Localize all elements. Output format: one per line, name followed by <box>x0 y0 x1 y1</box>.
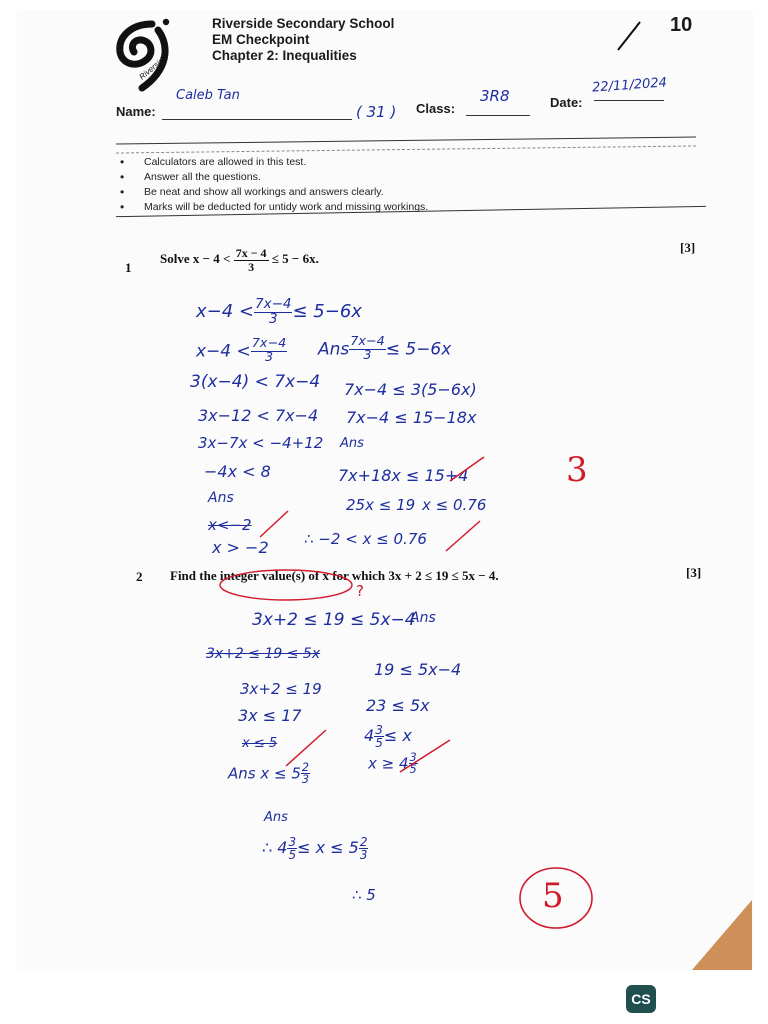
q1-working-line: x−4 < $\frac{7x-4}{3}$ ≤ 5−6x <box>196 296 362 327</box>
header-block <box>212 16 394 64</box>
name-label: Name: <box>116 104 156 119</box>
q1-text: Solve x − 4 < $\frac{7x - 4}{3}$ ≤ 5 − 6x. <box>160 246 319 274</box>
q1-working-line: 25x ≤ 19 <box>346 496 416 514</box>
instruction-item: • Be neat and show all workings and answers clearly. <box>118 185 678 200</box>
q1-final-answer: ∴ −2 < x ≤ 0.76 <box>304 530 427 548</box>
q2-working-line: 3x+2 ≤ 19 ≤ 5x <box>206 646 321 662</box>
register-number: ( 31 ) <box>356 103 397 121</box>
class-value: 3R8 <box>480 87 510 105</box>
school-name: Riverside Secondary School <box>212 16 395 31</box>
q1-tick-marks <box>180 455 510 565</box>
name-value: Caleb Tan <box>176 88 240 103</box>
date-value: 22/11/2024 <box>591 75 668 96</box>
q1-working-line: 7x−4 ≤ 15−18x <box>346 408 477 427</box>
q2-working-line: x ≥ 4 $\frac{3}{5}$ <box>368 751 417 777</box>
q2-integer-circle <box>216 565 366 605</box>
paper-corner-fold <box>692 900 752 970</box>
q1-working-line: x > −2 <box>212 538 269 557</box>
q2-marks: [3] <box>686 565 702 580</box>
instruction-item: • Calculators are allowed in this test. <box>118 155 678 170</box>
q2-working-line: 23 ≤ 5x <box>366 696 430 715</box>
q1-marks: [3] <box>680 240 696 255</box>
q2-working-line: 19 ≤ 5x−4 <box>374 660 462 679</box>
q2-answer: ∴ 5 <box>352 886 376 904</box>
name-line <box>162 119 352 120</box>
school-logo <box>112 10 184 92</box>
q1-working-line: 7x+18x ≤ 15+4 <box>338 466 469 485</box>
q2-final-line: ∴ 4 $\frac{3}{5}$ ≤ x ≤ 5 $\frac{2}{3}$ <box>262 835 368 862</box>
camscanner-logo: CS <box>626 985 656 1013</box>
date-label: Date: <box>550 95 583 110</box>
q2-working-line: 4 $\frac{3}{5}$ ≤ x <box>364 723 412 750</box>
q1-working-line: x ≤ 0.76 <box>422 496 487 514</box>
q1-working-line: 3x−7x < −4+12 <box>198 434 324 452</box>
instructions-list <box>118 155 678 215</box>
score-slash <box>614 18 644 54</box>
total-score: 10 <box>670 14 693 36</box>
q1-mark-awarded: 3 <box>566 450 588 490</box>
q1-working-line: −4x < 8 <box>204 462 271 481</box>
q1-working-line: 3(x−4) < 7x−4 <box>190 372 321 392</box>
q1-working-line: Ans <box>208 490 234 506</box>
q2-tick-marks <box>250 722 460 782</box>
q2-number: 2 <box>136 569 143 584</box>
chapter-title: Chapter 2: Inequalities <box>212 48 357 63</box>
q2-working-line: 3x+2 ≤ 19 ≤ 5x−4 <box>252 610 416 630</box>
q2-working-line: Ans <box>264 810 288 825</box>
q1-working-line: Ans $\frac{7x-4}{3}$ ≤ 5−6x <box>318 334 452 363</box>
date-line <box>594 100 664 101</box>
test-title: EM Checkpoint <box>212 32 310 47</box>
logo-text: Riverside <box>137 53 169 82</box>
q1-working-line: x−4 < $\frac{7x-4}{3}$ <box>196 336 287 365</box>
q1-working-line: 7x−4 ≤ 3(5−6x) <box>344 380 477 399</box>
q1-working-line: 3x−12 < 7x−4 <box>198 406 319 425</box>
q2-working-line: Ans <box>410 610 436 626</box>
class-line <box>466 115 530 116</box>
q2-working-line: Ans x ≤ 5 $\frac{2}{3}$ <box>228 761 310 787</box>
q2-working-line: x ≤ 5 <box>242 736 278 751</box>
q2-text: Find the integer value(s) of x for which 3x + 2 ≤ 19 ≤ 5x − 4. <box>170 568 499 583</box>
class-label: Class: <box>416 101 456 116</box>
total-awarded: 5 <box>542 876 564 916</box>
q1-number: 1 <box>125 260 132 275</box>
instruction-item: • Marks will be deducted for untidy work and missing workings. <box>118 200 678 215</box>
q2-question-mark: ? <box>356 582 364 600</box>
instruction-item: • Answer all the questions. <box>118 170 678 185</box>
q2-working-line: 3x ≤ 17 <box>238 706 302 725</box>
q1-working-line: Ans <box>340 436 364 451</box>
q1-working-line: x<−2 <box>208 516 252 534</box>
q2-working-line: 3x+2 ≤ 19 <box>240 680 322 698</box>
